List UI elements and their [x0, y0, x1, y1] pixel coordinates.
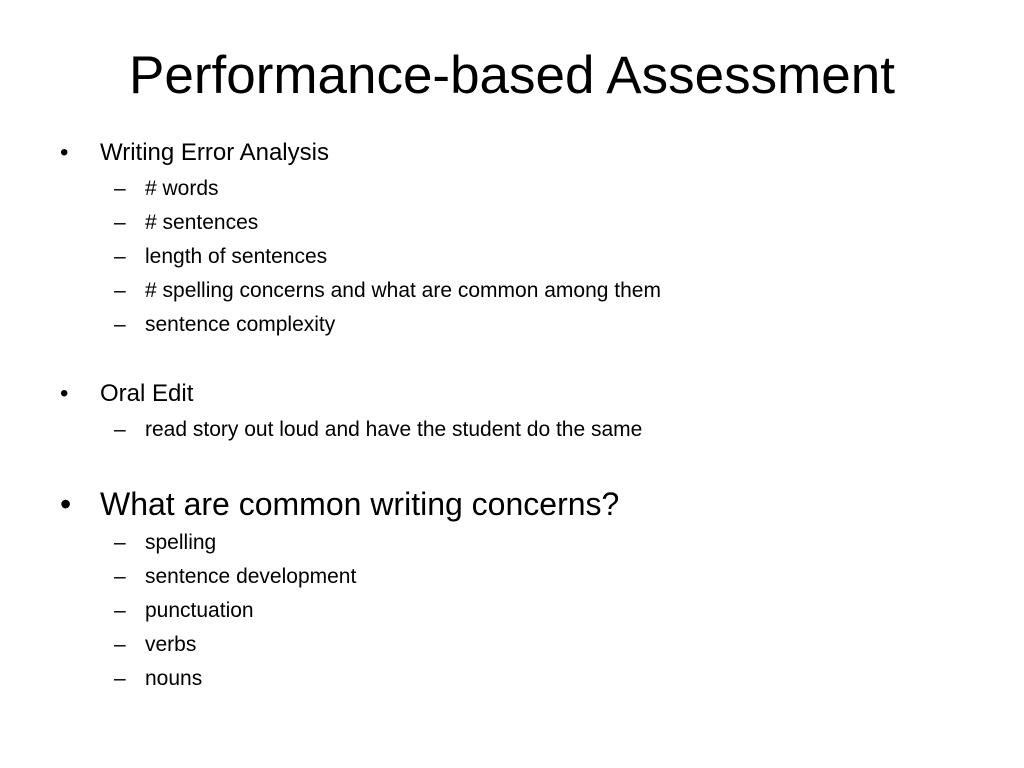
dash-icon: – [114, 313, 126, 336]
dash-icon: – [114, 667, 126, 690]
dash-icon: – [114, 418, 126, 441]
dash-icon: – [114, 531, 126, 554]
dash-icon: – [114, 633, 126, 656]
bullet-icon: • [60, 486, 72, 522]
sub-item-text: # spelling concerns and what are common among them [145, 279, 661, 302]
sub-item-text: verbs [145, 633, 197, 656]
sub-item-text: spelling [145, 531, 217, 554]
sub-item-text: sentence development [145, 565, 357, 588]
sub-item-text: sentence complexity [145, 313, 336, 336]
sub-item-text: punctuation [145, 599, 254, 622]
dash-icon: – [114, 565, 126, 588]
bullet-text: Writing Error Analysis [100, 139, 329, 166]
bullet-text: What are common writing concerns? [100, 486, 620, 522]
bullet-icon: • [60, 139, 69, 166]
sub-item-text: read story out loud and have the student do the same [145, 418, 643, 441]
dash-icon: – [114, 245, 126, 268]
dash-icon: – [114, 279, 126, 302]
dash-icon: – [114, 599, 126, 622]
sub-item-text: # sentences [145, 211, 259, 234]
slide-title: Performance-based Assessment [129, 46, 895, 105]
sub-item-text: # words [145, 177, 219, 200]
sub-item-text: length of sentences [145, 245, 328, 268]
sub-item-text: nouns [145, 667, 203, 690]
bullet-text: Oral Edit [100, 380, 194, 407]
bullet-icon: • [60, 380, 69, 407]
dash-icon: – [114, 177, 126, 200]
dash-icon: – [114, 211, 126, 234]
